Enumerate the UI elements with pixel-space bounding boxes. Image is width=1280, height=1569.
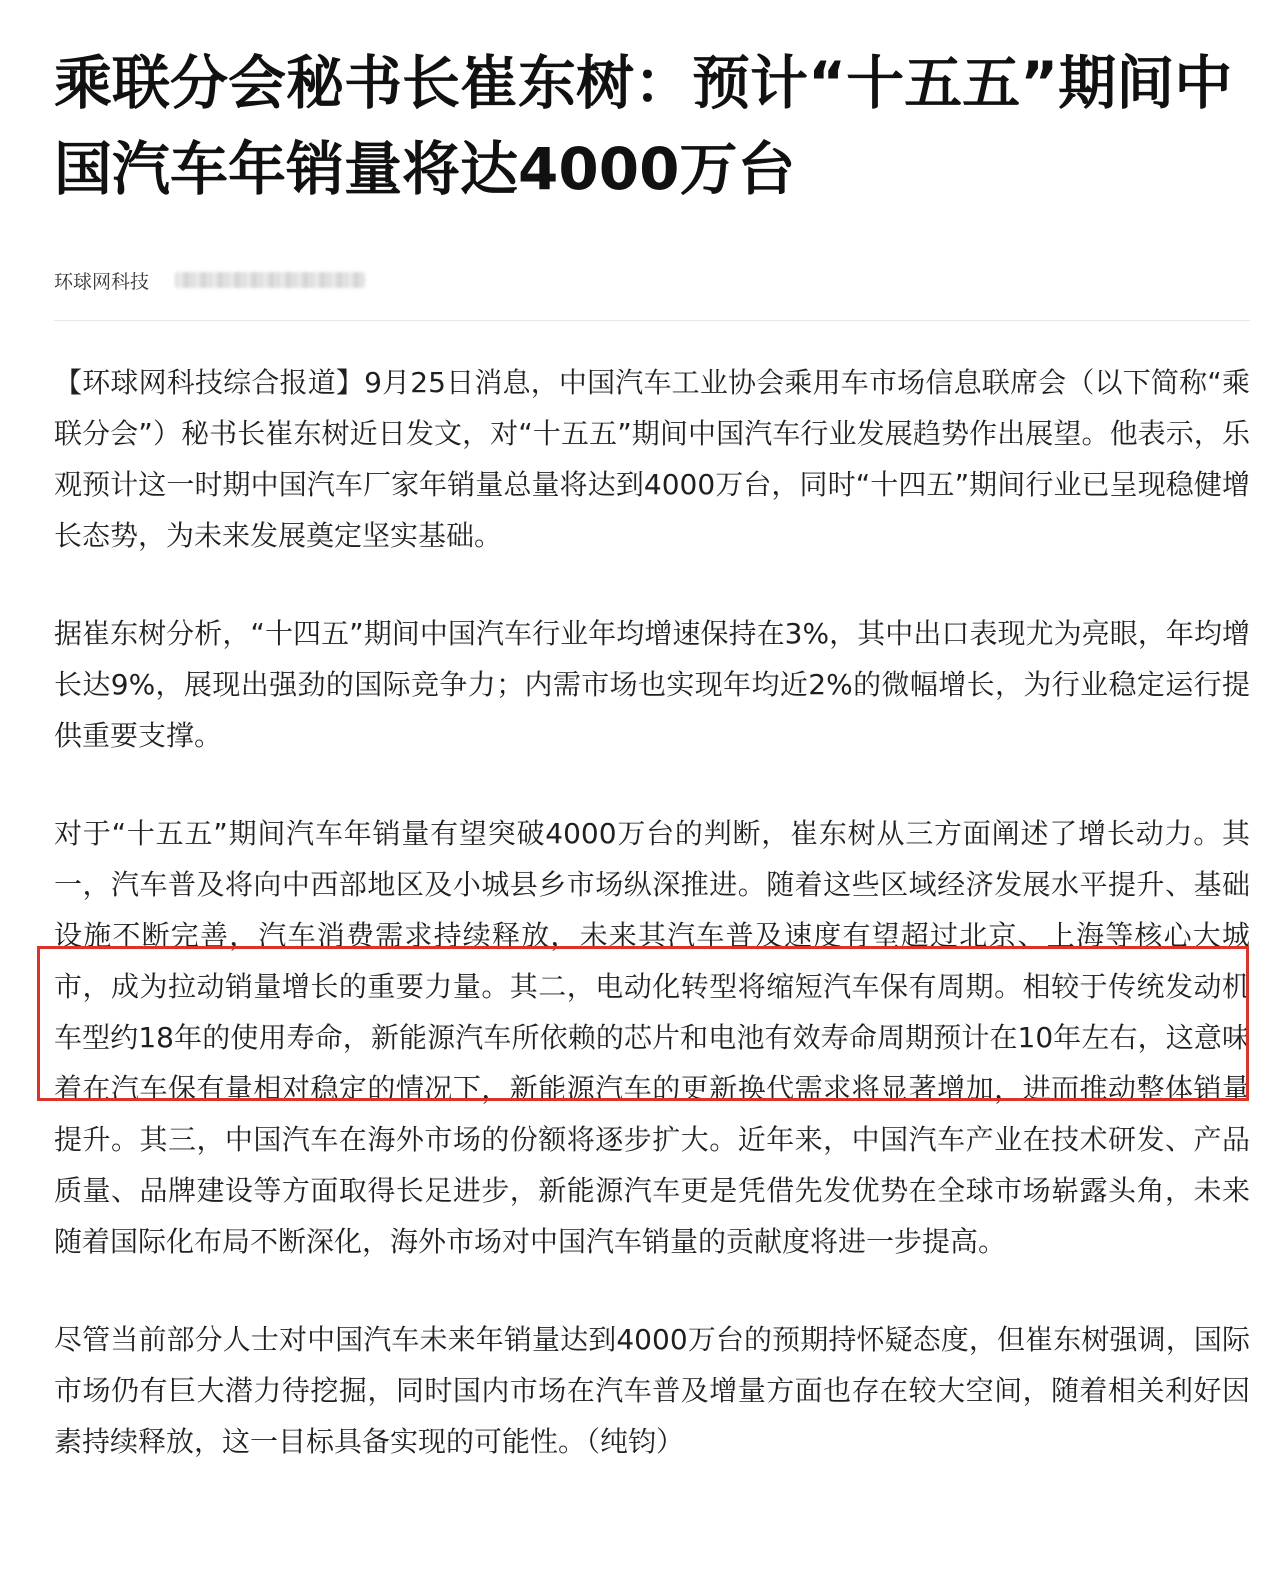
paragraph-1: 【环球网科技综合报道】9月25日消息，中国汽车工业协会乘用车市场信息联席会（以下简称“乘联分会”）秘书长崔东树近日发文，对“十五五”期间中国汽车行业发展趋势作出展望。他表示，乐观预计这一时期中国汽车厂家年销量总量将达到4000万台，同时“十四五”期间行业已呈现稳健增长态势，为未来发展奠定坚实基础。 [54,366,1250,552]
paragraph-2: 据崔东树分析，“十四五”期间中国汽车行业年均增速保持在3%，其中出口表现尤为亮眼，年均增长达9%，展现出强劲的国际竞争力；内需市场也实现年均近2%的微幅增长，为行业稳定运行提供重要支撑。 [54,617,1250,752]
paragraph-4: 尽管当前部分人士对中国汽车未来年销量达到4000万台的预期持怀疑态度，但崔东树强调，国际市场仍有巨大潜力待挖掘，同时国内市场在汽车普及增量方面也存在较大空间，随着相关利好因素持续释放，这一目标具备实现的可能性。（纯钧） [54,1323,1250,1458]
publish-date-obscured [175,272,365,288]
paragraph-3: 对于“十五五”期间汽车年销量有望突破4000万台的判断，崔东树从三方面阐述了增长动力。其一，汽车普及将向中西部地区及小城县乡市场纵深推进。随着这些区域经济发展水平提升、基础设施不断完善，汽车消费需求持续释放，未来其汽车普及速度有望超过北京、上海等核心大城市，成为拉动销量增长的重要力量。其二，电动化转型将缩短汽车保有周期。相较于传统发动机车型约18年的使用寿命，新能源汽车所依赖的芯片和电池有效寿命周期预计在10年左右，这意味着在汽车保有量相对稳定的情况下，新能源汽车的更新换代需求将显著增加，进而推动整体销量提升。其三，中国汽车在海外市场的份额将逐步扩大。近年来，中国汽车产业在技术研发、产品质量、品牌建设等方面取得长足进步，新能源汽车更是凭借先发优势在全球市场崭露头角，未来随着国际化布局不断深化，海外市场对中国汽车销量的贡献度将进一步提高。 [54,817,1250,1258]
article [54,0,1250,1514]
article-body [54,357,1250,1467]
article-meta [54,260,1250,300]
divider [54,320,1250,321]
article-title: 乘联分会秘书长崔东树：预计“十五五”期间中国汽车年销量将达4000万台 [54,49,1233,203]
source-link[interactable]: 环球网科技 [54,270,150,293]
